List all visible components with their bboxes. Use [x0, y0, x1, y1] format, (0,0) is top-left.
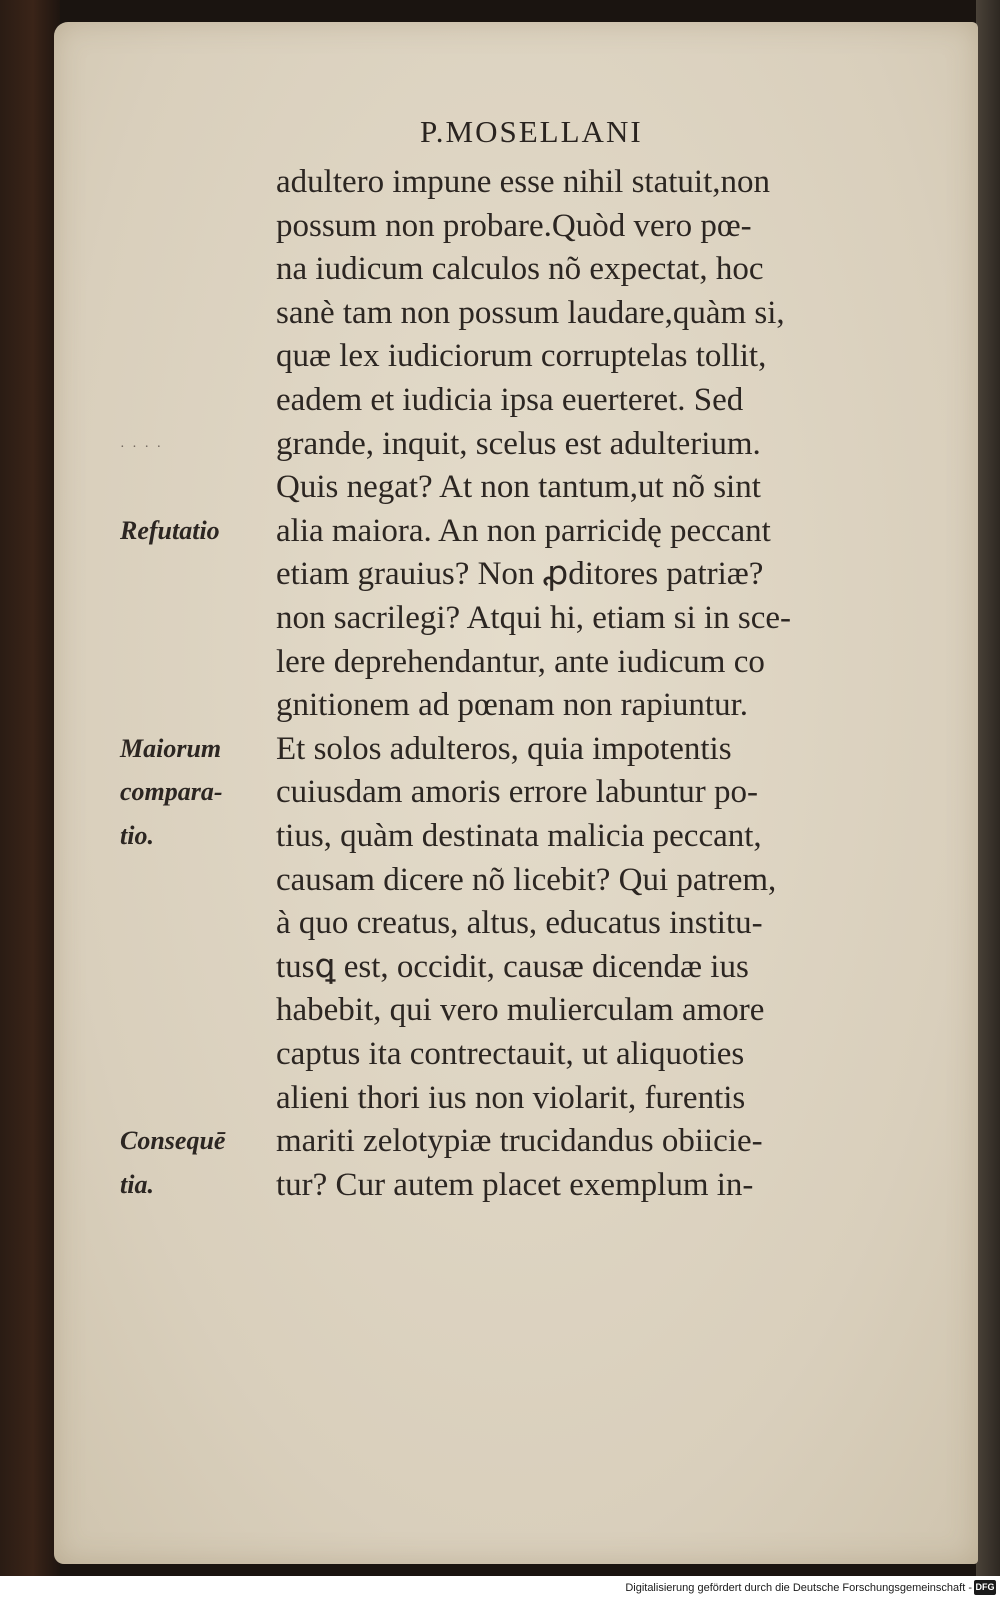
marginal-note: Consequē	[120, 1126, 226, 1156]
text-line: sanè tam non possum laudare,quàm si,	[276, 294, 785, 331]
text-line: habebit, qui vero mulierculam amore	[276, 992, 765, 1029]
text-line: etiam grauius? Non ꝓditores patriæ?	[276, 556, 764, 593]
text-line: tius, quàm destinata malicia peccant,	[276, 818, 762, 854]
text-line: eadem et iudicia ipsa euerteret. Sed	[276, 382, 744, 418]
text-line: gnitionem ad pœnam non rapiuntur.	[276, 687, 749, 724]
text-line: Et solos adulteros, quia impotentis	[276, 730, 732, 767]
running-head: P.MOSELLANI	[420, 114, 643, 149]
marginal-dots: · · · ·	[120, 440, 164, 455]
marginal-note: Refutatio	[120, 515, 220, 545]
text-line: possum non probare.Quòd vero pœ-	[276, 207, 752, 244]
text-line: alieni thori ius non violarit, furentis	[276, 1079, 746, 1116]
text-line: Quis negat? At non tantum,ut nõ sint	[276, 469, 761, 506]
text-line: tusꝗ est, occidit, causæ dicendæ ius	[276, 948, 749, 985]
book-spine-edge	[0, 0, 60, 1600]
marginal-note: Maiorum	[120, 733, 222, 763]
text-line: causam dicere nõ licebit? Qui patrem,	[276, 861, 777, 898]
marginal-note: compara-	[120, 777, 223, 807]
text-line: tur? Cur autem placet exemplum in-	[276, 1166, 754, 1203]
text-line: cuiusdam amoris errore labuntur po-	[276, 774, 759, 811]
text-line: adultero impune esse nihil statuit,non	[276, 164, 771, 200]
text-line: na iudicum calculos nõ expectat, hoc	[276, 251, 764, 288]
marginal-note: tio.	[120, 821, 154, 850]
text-line: à quo creatus, altus, educatus institu-	[276, 905, 763, 942]
text-line: alia maiora. An non parricidę peccant	[276, 512, 771, 549]
text-line: non sacrilegi? Atqui hi, etiam si in sce-	[276, 600, 792, 636]
footer-credit: Digitalisierung gefördert durch die Deutsche Forschungsgemeinschaft -	[625, 1582, 972, 1594]
dfg-logo: DFG	[974, 1580, 996, 1595]
text-line: captus ita contrectauit, ut aliquoties	[276, 1036, 745, 1072]
text-line: lere deprehendantur, ante iudicum co	[276, 643, 765, 680]
book-right-edge	[976, 0, 1000, 1600]
text-line: grande, inquit, scelus est adulterium.	[276, 425, 761, 462]
marginal-note: tia.	[120, 1169, 154, 1199]
text-line: mariti zelotypiæ trucidandus obiicie-	[276, 1123, 763, 1160]
footer-bar	[0, 1576, 1000, 1600]
text-line: quæ lex iudiciorum corruptelas tollit,	[276, 338, 767, 375]
